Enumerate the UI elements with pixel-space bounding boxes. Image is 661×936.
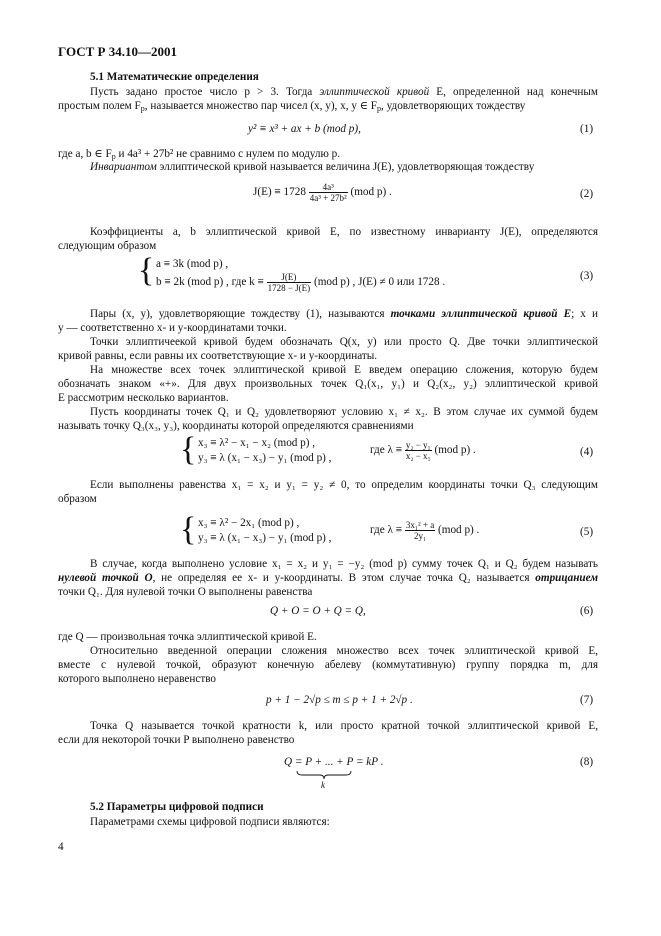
equation-7-number: (7) xyxy=(580,694,594,706)
paragraph-12-line-3: которого выполнено неравенство xyxy=(58,673,217,685)
equation-7: p + 1 − 2√p ≤ m ≤ p + 1 + 2√p . xyxy=(266,694,413,706)
equation-5-line-1: x₃ ≡ λ² − 2x₁ (mod p) , xyxy=(198,517,300,529)
equation-5-line-2: y₃ ≡ λ (x₁ − x₃) − y₁ (mod p) , xyxy=(198,532,332,544)
equation-8-k-label: k xyxy=(321,780,325,790)
section-heading-5-2: 5.2 Параметры цифровой подписи xyxy=(90,801,264,813)
equation-6: Q + O = O + Q = Q, xyxy=(270,605,366,617)
equation-1: y² ≡ x³ + ax + b (mod p), xyxy=(248,123,361,135)
equation-3-brace: { xyxy=(138,252,155,289)
paragraph-5-line-1: Пары (x, y), удовлетворяющие тождеству (1), называются точками эллиптической кривой E; x и xyxy=(90,308,598,320)
paragraph-7-line-3: E рассмотрим несколько вариантов. xyxy=(58,392,229,404)
paragraph-10-line-3: точки Q₁. Для нулевой точки O выполнены равенства xyxy=(58,586,313,598)
paragraph-12-line-1: Относительно введенной операции сложения множество всех точек эллиптической кривой E, xyxy=(90,645,598,657)
section-5-2-paragraph-1: Параметрами схемы цифровой подписи являются: xyxy=(90,816,330,828)
equation-1-number: (1) xyxy=(580,123,594,135)
paragraph-2: где a, b ∈ $F_p$ и 4a³ + 27b² не сравнимо с нулем по модулю p. xyxy=(58,148,341,161)
paragraph-7-line-1: На множестве всех точек эллиптической кривой E введем операцию сложения, которую будем xyxy=(90,364,598,376)
paragraph-5-line-2: y — соответственно x- и y-координатами точки. xyxy=(58,322,287,334)
equation-2-number: (2) xyxy=(580,188,594,200)
paragraph-10-line-2: нулевой точкой O, не определяя ее x- и y-координаты. В этом случае точка Q₂ называется отрицанием xyxy=(58,572,598,584)
equation-5-fraction: $\frac{\text{3x₁² + a}}{\text{2y₁}}$ xyxy=(405,520,435,541)
paragraph-1-line-2: простым полем $F_p$, называется множество пар чисел (x, y), x, y ∈ $F_p$, удовлетворяющих тождеству xyxy=(58,100,526,113)
equation-2: J(E) ≡ 1728 $\frac{\text{4a³}}{\text{4a³ + 27b²}}$ (mod p) . xyxy=(253,182,392,203)
equation-5-number: (5) xyxy=(580,526,594,538)
paragraph-13-line-2: если для некоторой точки P выполнено равенство xyxy=(58,734,295,746)
equation-4-fraction: $\frac{\text{y₂ − y₁}}{\text{x₂ − x₁}}$ xyxy=(405,440,431,461)
paragraph-3: Инвариантом эллиптической кривой называется величина J(E), удовлетворяющая тождеству xyxy=(90,161,535,173)
paragraph-9-line-1: Если выполнены равенства x₁ = x₂ и y₁ = y₂ ≠ 0, то определим координаты точки Q₃ следующим xyxy=(90,479,598,491)
equation-4-line-1: x₃ ≡ λ² − x₁ − x₂ (mod p) , xyxy=(198,437,316,449)
paragraph-11: где Q — произвольная точка эллиптической кривой E. xyxy=(58,631,317,643)
page-number: 4 xyxy=(58,841,64,853)
equation-4-lambda: где λ ≡ $\frac{\text{y₂ − y₁}}{\text{x₂ − x₁}}$ (mod p) . xyxy=(370,440,476,461)
equation-6-number: (6) xyxy=(580,605,594,617)
paragraph-8-line-1: Пусть координаты точек Q₁ и Q₂ удовлетворяют условию x₁ ≠ x₂. В этом случае их суммой будем xyxy=(90,406,598,418)
paragraph-7-line-2: обозначать знаком «+». Для двух произвольных точек Q₁(x₁, y₁) и Q₂(x₂, y₂) эллиптической кривой xyxy=(58,378,598,390)
paragraph-6-line-2: кривой равны, если равны их соответствующие x- и y-координаты. xyxy=(58,350,378,362)
paragraph-4-line-2: следующим образом xyxy=(58,240,157,252)
equation-3-line-1: a ≡ 3k (mod p) , xyxy=(156,258,229,270)
paragraph-6-line-1: Точки эллиптичеекой кривой будем обозначать Q(x, y) или просто Q. Две точки эллиптической xyxy=(90,336,598,348)
equation-5-brace: { xyxy=(180,511,197,548)
paragraph-9-line-2: образом xyxy=(58,493,97,505)
equation-4-number: (4) xyxy=(580,446,594,458)
paragraph-13-line-1: Точка Q называется точкой кратности k, или просто кратной точкой эллиптической кривой E, xyxy=(90,720,598,732)
equation-4-line-2: y₃ ≡ λ (x₁ − x₃) − y₁ (mod p) , xyxy=(198,452,332,464)
paragraph-8-line-2: называть точку Q₃(x₃, y₃), координаты которой определяются сравнениями xyxy=(58,420,414,432)
paragraph-1-line-1: Пусть задано простое число p > 3. Тогда эллиптической кривой E, определенной над конечным xyxy=(90,86,599,98)
equation-8-number: (8) xyxy=(580,756,594,768)
equation-5-lambda: где λ ≡ $\frac{\text{3x₁² + a}}{\text{2y₁}}$ (mod p) . xyxy=(370,520,480,541)
paragraph-4-line-1: Коэффициенты a, b эллиптической кривой E, по известному инварианту J(E), определяются xyxy=(90,226,598,238)
paragraph-12-line-2: вместе с нулевой точкой, образуют конечную абелеву (коммутативную) группу порядка m, для xyxy=(58,659,598,671)
paragraph-10-line-1: В случае, когда выполнено условие x₁ = x₂ и y₁ = −y₂ (mod p) сумму точек Q₁ и Q₂ будем называть xyxy=(90,558,598,570)
equation-3-line-2: b ≡ 2k (mod p) , где k ≡ $\frac{J(E)}{1728 - J(E)}$ (mod p) , J(E) ≠ 0 или 1728 . xyxy=(156,272,446,293)
document-title: ГОСТ Р 34.10—2001 xyxy=(58,44,177,59)
equation-4-brace: { xyxy=(180,431,197,468)
equation-3-fraction: $\frac{J(E)}{1728 - J(E)}$ xyxy=(267,272,311,293)
equation-8-underbrace xyxy=(296,770,352,780)
equation-8: Q = P + ... + P = kP . xyxy=(284,756,384,768)
equation-2-fraction: $\frac{\text{4a³}}{\text{4a³ + 27b²}}$ xyxy=(309,182,347,203)
section-heading-5-1: 5.1 Математические определения xyxy=(90,71,259,83)
equation-3-number: (3) xyxy=(580,270,594,282)
